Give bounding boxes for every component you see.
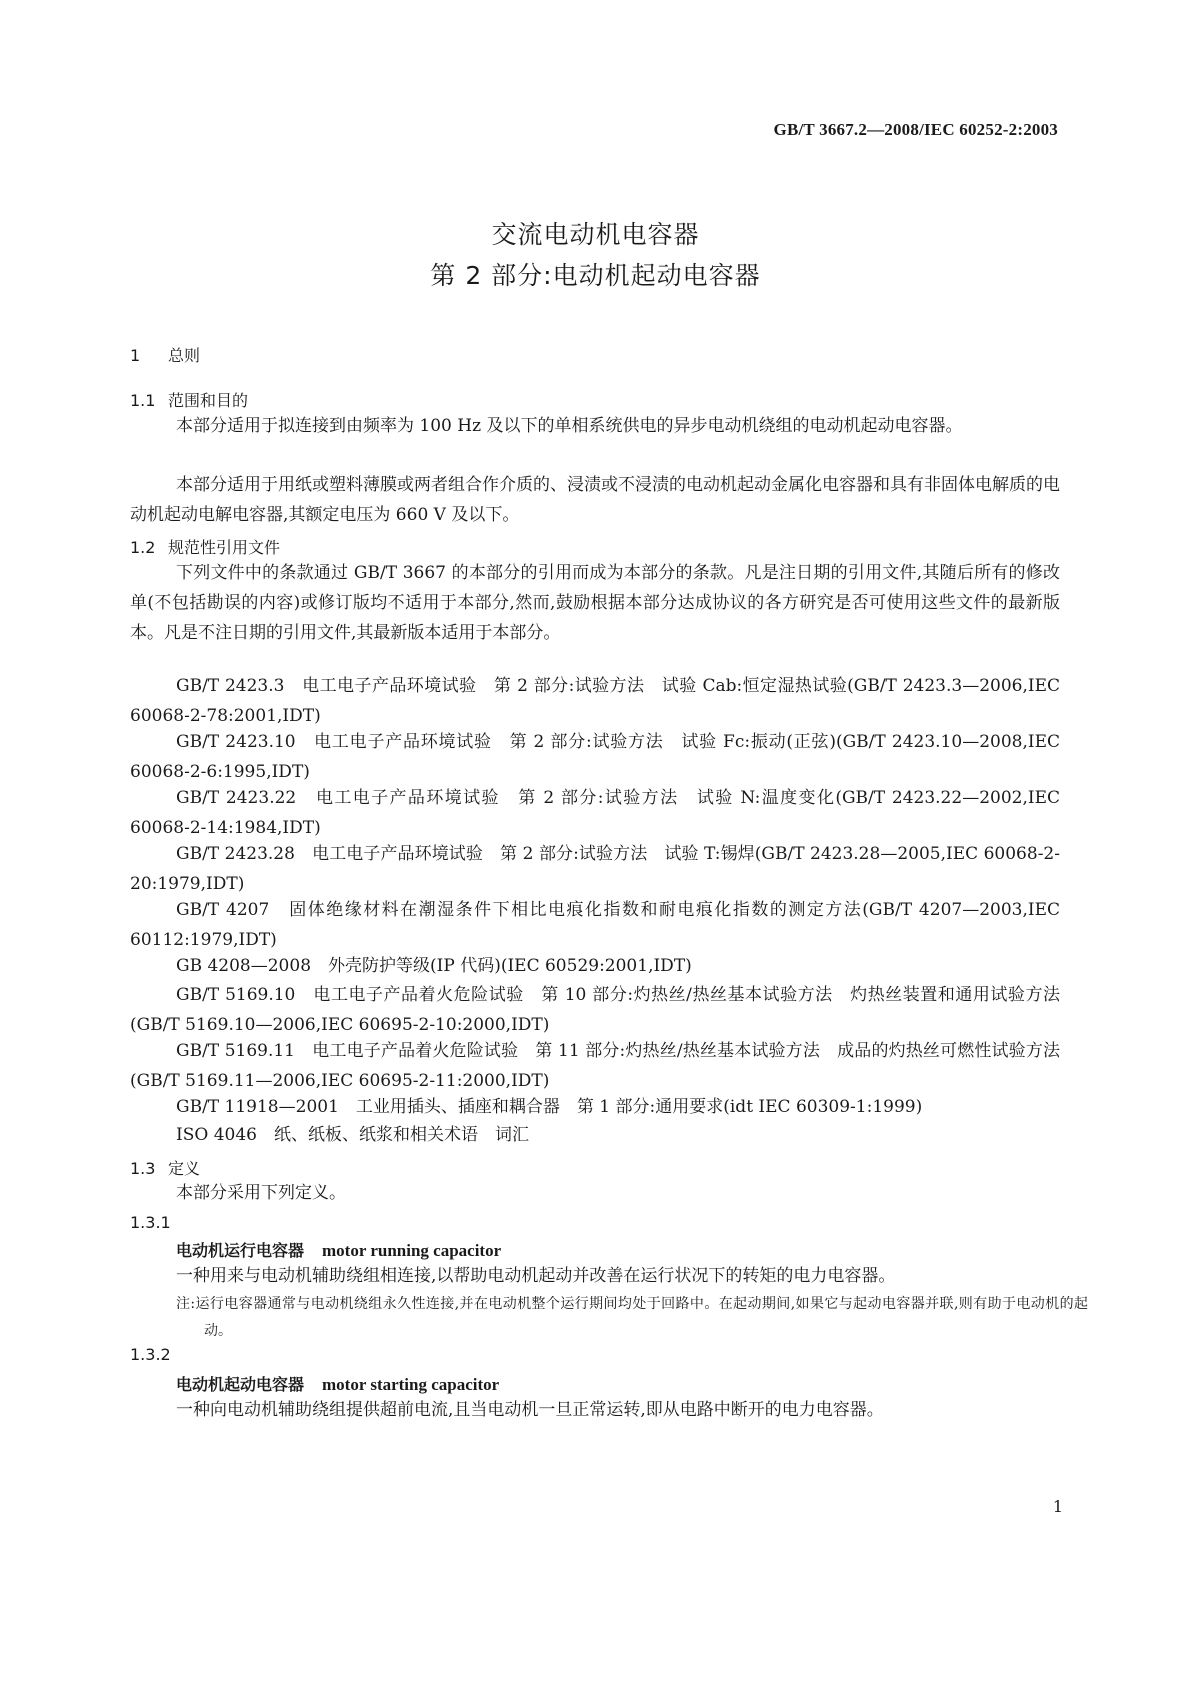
reference-item: GB 4208—2008 外壳防护等级(IP 代码)(IEC 60529:2001,IDT) xyxy=(176,956,692,976)
section-1-1-heading xyxy=(130,388,1060,411)
term-chinese: 电动机运行电容器 xyxy=(176,1241,305,1260)
paragraph: 本部分适用于用纸或塑料薄膜或两者组合作介质的、浸渍或不浸渍的电动机起动金属化电容器和具有非固体电解质的电动机起动电解电容器,其额定电压为 660 V 及以下。 xyxy=(130,475,1060,525)
clause-1-3-2-number: 1.3.2 xyxy=(130,1345,171,1364)
clause-1-3-1-number: 1.3.1 xyxy=(130,1213,171,1232)
standard-number: GB/T 3667.2—2008/IEC 60252-2:2003 xyxy=(773,120,1058,139)
paragraph: 本部分采用下列定义。 xyxy=(176,1183,346,1203)
section-title: 规范性引用文件 xyxy=(168,538,281,557)
paragraph: 本部分适用于拟连接到由频率为 100 Hz 及以下的单相系统供电的异步电动机绕组的电动机起动电容器。 xyxy=(176,416,963,436)
section-title: 定义 xyxy=(168,1159,201,1178)
reference-item: GB/T 2423.10 电工电子产品环境试验 第 2 部分:试验方法 试验 Fc:振动(正弦)(GB/T 2423.10—2008,IEC 60068-2-6:1995,IDT) xyxy=(130,732,1060,782)
term-heading xyxy=(176,1372,1106,1395)
reference-item: GB/T 2423.22 电工电子产品环境试验 第 2 部分:试验方法 试验 N:温度变化(GB/T 2423.22—2002,IEC 60068-2-14:1984,IDT) xyxy=(130,788,1060,838)
section-number: 1 xyxy=(130,346,141,365)
term-english: motor starting capacitor xyxy=(322,1375,500,1394)
term-heading xyxy=(176,1238,1106,1261)
document-title: 交流电动机电容器 xyxy=(491,220,700,249)
reference-item: GB/T 4207 固体绝缘材料在潮湿条件下相比电痕化指数和耐电痕化指数的测定方法(GB/T 4207—2003,IEC 60112:1979,IDT) xyxy=(130,900,1060,950)
term-definition: 一种向电动机辅助绕组提供超前电流,且当电动机一旦正常运转,即从电路中断开的电力电容器。 xyxy=(176,1400,884,1420)
section-1-2-heading xyxy=(130,535,1060,558)
reference-item: GB/T 11918—2001 工业用插头、插座和耦合器 第 1 部分:通用要求(idt IEC 60309-1:1999) xyxy=(176,1097,923,1117)
page-number: 1 xyxy=(1052,1497,1063,1516)
section-1-3-heading xyxy=(130,1156,1060,1179)
term-english: motor running capacitor xyxy=(322,1241,502,1260)
reference-item: ISO 4046 纸、纸板、纸浆和相关术语 词汇 xyxy=(176,1125,529,1145)
term-definition: 一种用来与电动机辅助绕组相连接,以帮助电动机起动并改善在运行状况下的转矩的电力电容器。 xyxy=(176,1266,896,1286)
reference-item: GB/T 5169.10 电工电子产品着火危险试验 第 10 部分:灼热丝/热丝基本试验方法 灼热丝装置和通用试验方法(GB/T 5169.10—2006,IEC 60695-2-10:2000,IDT) xyxy=(130,985,1060,1035)
note: 注:运行电容器通常与电动机绕组永久性连接,并在电动机整个运行期间均处于回路中。在起动期间,如果它与起动电容器并联,则有助于电动机的起动。 xyxy=(176,1296,1088,1339)
section-title: 总则 xyxy=(168,346,201,365)
section-1-heading xyxy=(130,343,1060,366)
reference-item: GB/T 5169.11 电工电子产品着火危险试验 第 11 部分:灼热丝/热丝基本试验方法 成品的灼热丝可燃性试验方法(GB/T 5169.11—2006,IEC 60695-2-11:2000,IDT) xyxy=(130,1041,1060,1091)
term-chinese: 电动机起动电容器 xyxy=(176,1375,305,1394)
section-title: 范围和目的 xyxy=(168,391,249,410)
section-number: 1.1 xyxy=(130,391,156,410)
section-number: 1.3 xyxy=(130,1159,156,1178)
reference-item: GB/T 2423.28 电工电子产品环境试验 第 2 部分:试验方法 试验 T:锡焊(GB/T 2423.28—2005,IEC 60068-2-20:1979,IDT) xyxy=(130,844,1060,894)
reference-item: GB/T 2423.3 电工电子产品环境试验 第 2 部分:试验方法 试验 Cab:恒定湿热试验(GB/T 2423.3—2006,IEC 60068-2-78:2001,IDT) xyxy=(130,676,1060,726)
document-subtitle: 第 2 部分:电动机起动电容器 xyxy=(430,261,761,290)
section-number: 1.2 xyxy=(130,538,156,557)
paragraph: 下列文件中的条款通过 GB/T 3667 的本部分的引用而成为本部分的条款。凡是注日期的引用文件,其随后所有的修改单(不包括勘误的内容)或修订版均不适用于本部分,然而,鼓励根据本部分达成协议的各方研究是否可使用这些文件的最新版本。凡是不注日期的引用文件,其最新版本适用于本部分。 xyxy=(130,563,1060,643)
